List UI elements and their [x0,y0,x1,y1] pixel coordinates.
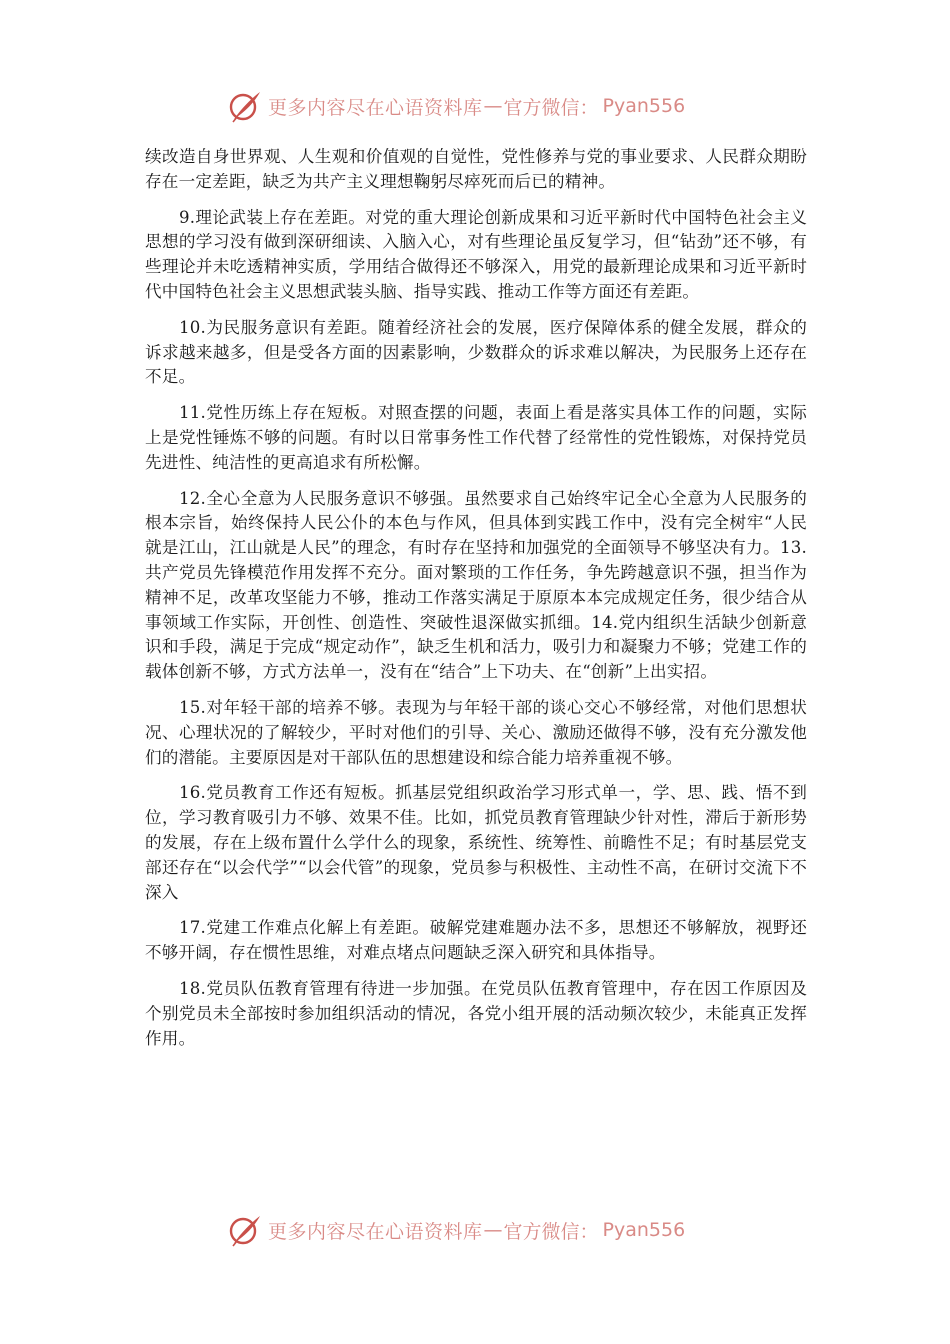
header-banner [228,86,685,126]
paragraph-item-16: 16.党员教育工作还有短板。抓基层党组织政治学习形式单一，学、思、践、悟不到位，学习教育吸引力不够、效果不佳。比如，抓党员教育管理缺少针对性，滞后于新形势的发展，存在上级布置什么学什么的现象，系统性、统筹性、前瞻性不足；有时基层党支部还存在“以会代学”“以会代管”的现象，党员参与积极性、主动性不高，在研讨交流下不深入 [145,783,807,902]
quill-logo-icon [228,89,262,123]
header-separator: — [483,95,503,117]
quill-logo-icon [228,1213,262,1247]
header-contact-id: Pyan556 [602,95,686,117]
paragraph-item-10: 10.为民服务意识有差距。随着经济社会的发展，医疗保障体系的健全发展，群众的诉求越来越多，但是受各方面的因素影响，少数群众的诉求难以解决，为民服务上还存在不足。 [145,317,807,387]
footer-banner [228,1210,685,1250]
footer-title: 更多内容尽在心语资料库 [268,1220,483,1243]
footer-contact-id: Pyan556 [602,1219,686,1241]
paragraph-continued: 续改造自身世界观、人生观和价值观的自觉性，党性修养与党的事业要求、人民群众期盼存在一定差距，缺乏为共产主义理想鞠躬尽瘁死而后已的精神。 [145,147,807,191]
paragraph-item-18: 18.党员队伍教育管理有待进一步加强。在党员队伍教育管理中，存在因工作原因及个别党员未全部按时参加组织活动的情况，各党小组开展的活动频次较少，未能真正发挥作用。 [145,978,807,1048]
footer-contact-label: 官方微信： [503,1220,599,1243]
paragraph-item-12: 12.全心全意为人民服务意识不够强。虽然要求自己始终牢记全心全意为人民服务的根本宗旨，始终保持人民公仆的本色与作风，但具体到实践工作中，没有完全树牢“人民就是江山，江山就是人民”的理念，有时存在坚持和加强党的全面领导不够坚决有力。13.共产党员先锋模范作用发挥不充分。面对繁琐的工作任务，争先跨越意识不强，担当作为精神不足，改革攻坚能力不够，推动工作落实满足于原原本本完成规定任务，很少结合从事领域工作实际，开创性、创造性、突破性退深做实抓细。14.党内组织生活缺少创新意识和手段，满足于完成“规定动作”，缺乏生机和活力，吸引力和凝聚力不够；党建工作的载体创新不够，方式方法单一，没有在“结合”上下功夫、在“创新”上出实招。 [145,488,807,682]
header-contact-label: 官方微信： [503,96,599,119]
header-title: 更多内容尽在心语资料库 [268,96,483,119]
paragraph-item-15: 15.对年轻干部的培养不够。表现为与年轻干部的谈心交心不够经常，对他们思想状况、心理状况的了解较少，平时对他们的引导、关心、激励还做得不够，没有充分激发他们的潜能。主要原因是对干部队伍的思想建设和综合能力培养重视不够。 [145,697,807,767]
paragraph-item-11: 11.党性历练上存在短板。对照查摆的问题，表面上看是落实具体工作的问题，实际上是党性锤炼不够的问题。有时以日常事务性工作代替了经常性的党性锻炼，对保持党员先进性、纯洁性的更高追求有所松懈。 [145,403,807,472]
paragraph-item-17: 17.党建工作难点化解上有差距。破解党建难题办法不多，思想还不够解放，视野还不够开阔，存在惯性思维，对难点堵点问题缺乏深入研究和具体指导。 [145,918,807,963]
paragraph-item-9: 9.理论武装上存在差距。对党的重大理论创新成果和习近平新时代中国特色社会主义思想的学习没有做到深研细读、入脑入心，对有些理论虽反复学习，但“钻劲”还不够，有些理论并未吃透精神实质，学用结合做得还不够深入，用党的最新理论成果和习近平新时代中国特色社会主义思想武装头脑、指导实践、推动工作等方面还有差距。 [145,207,807,301]
document-body [145,145,807,1062]
footer-separator: — [483,1219,503,1241]
